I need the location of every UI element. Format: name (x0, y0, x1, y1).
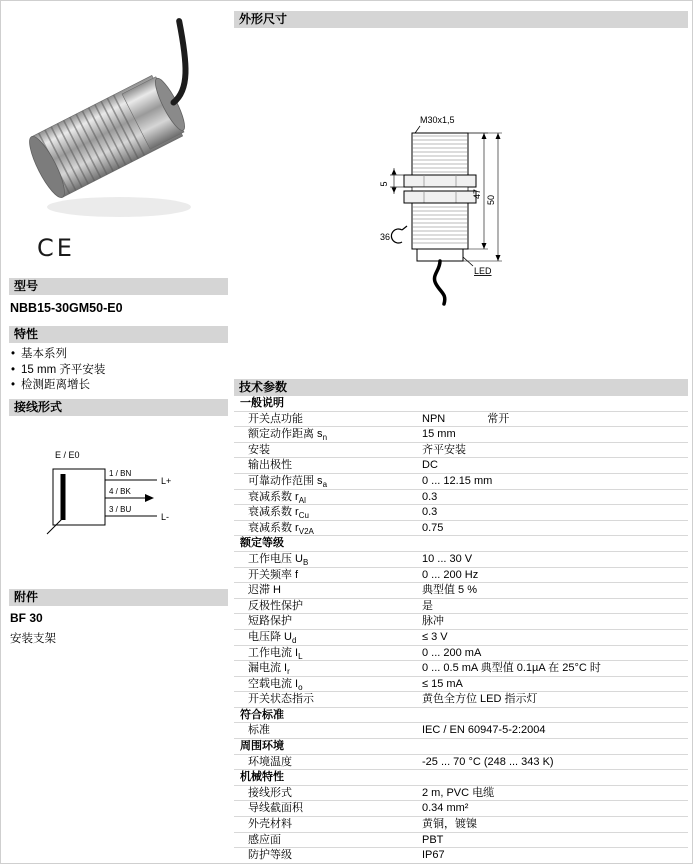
spec-value: IEC / EN 60947-5-2:2004 (422, 724, 546, 737)
spec-label-subscript: V2A (298, 526, 314, 536)
spec-label: 导线截面积 (248, 802, 303, 815)
wrench-icon-jaw (402, 226, 407, 230)
spec-row (234, 505, 688, 521)
spec-value-extra: 常开 (487, 412, 510, 425)
spec-value: 0 ... 200 Hz (422, 568, 479, 581)
spec-value: 0.3 (422, 506, 438, 519)
spec-value: 典型值 5 % (422, 584, 478, 597)
spec-section-title: 一般说明 (234, 396, 688, 412)
led-leader-line (463, 257, 473, 266)
spec-table-body (234, 396, 688, 864)
spec-row (234, 786, 688, 802)
spec-label: 工作电流 $I_L$ (248, 646, 303, 661)
spec-value: 脉冲 (422, 615, 444, 628)
spec-row (234, 661, 688, 677)
feature-text: 基本系列 (21, 348, 68, 360)
spec-row (234, 583, 688, 599)
barrel-between-nuts (412, 187, 468, 191)
dim5-label: 5 (379, 181, 389, 187)
spec-row (234, 723, 688, 739)
spec-label-subscript: r (287, 667, 290, 676)
spec-value: 黄铜，镀镍 (422, 818, 477, 831)
terminal-bn-label: 1 / BN (109, 469, 132, 478)
spec-value: 15 mm (422, 428, 456, 441)
spec-row (234, 599, 688, 615)
spec-value: 齐平安装 (422, 443, 466, 456)
led-label: LED (474, 266, 492, 276)
spec-value: 10 ... 30 V (422, 552, 473, 565)
spec-row (234, 443, 688, 459)
section-header-accessories: 附件 (9, 589, 228, 606)
spec-label: 外壳材料 (248, 818, 292, 831)
spec-row (234, 833, 688, 849)
spec-label: 输出极性 (248, 459, 292, 472)
spec-label: 衰减系数 $r_{Al}$ (248, 490, 306, 505)
dim47-arrow-bottom (482, 243, 487, 249)
terminal-bu-label: 3 / BU (109, 505, 132, 514)
spec-row (234, 568, 688, 584)
spec-value: PBT (422, 833, 444, 846)
dim50-label: 50 (486, 194, 496, 206)
spec-value: 0 ... 200 mA (422, 646, 482, 659)
spec-row (234, 646, 688, 662)
feature-text: 15 mm 齐平安装 (21, 363, 106, 376)
spec-row (234, 412, 688, 428)
spec-row (234, 630, 688, 646)
l-plus-label: L+ (161, 476, 172, 486)
spec-label: 反极性保护 (248, 599, 303, 612)
spec-label-subscript: Al (298, 495, 306, 505)
barrel-lower (412, 203, 468, 249)
spec-label: 工作电压 $U_B$ (248, 552, 309, 567)
spec-value: 2 m, PVC 电缆 (422, 786, 495, 799)
feature-text: 检测距离增长 (21, 379, 91, 391)
spec-value: NPN 常开 (422, 412, 510, 425)
spec-section-title: 符合标准 (234, 708, 688, 724)
spec-row (234, 427, 688, 443)
spec-label: 漏电流 $I_r$ (248, 662, 290, 676)
feature-item (11, 347, 227, 363)
terminal-bk-label: 4 / BK (109, 487, 131, 496)
spec-label-subscript: d (292, 636, 297, 645)
dimension-drawing (234, 28, 688, 378)
spec-row (234, 801, 688, 817)
spec-label: 电压降 $U_d$ (248, 630, 297, 645)
dim50-arrow-top (496, 133, 501, 139)
features-list (11, 347, 227, 394)
spec-row (234, 848, 688, 864)
wiring-variant-label: E / E0 (55, 450, 80, 460)
spec-row (234, 614, 688, 630)
end-cap (417, 249, 463, 261)
spec-label-subscript: a (322, 480, 328, 489)
dim5-arrow (392, 188, 397, 194)
spec-section-title: 机械特性 (234, 770, 688, 786)
spec-row (234, 677, 688, 693)
spec-value: ≤ 3 V (422, 630, 448, 643)
spec-label: 开关点功能 (248, 412, 303, 425)
dim36-label: 36 (380, 232, 391, 242)
photo-shadow (47, 197, 191, 217)
hex-nut-upper (404, 175, 476, 187)
bullet-icon (11, 347, 21, 363)
dim47-label: 47 (472, 188, 482, 200)
spec-label-subscript: n (322, 433, 328, 442)
spec-label: 迟滞 H (248, 584, 281, 597)
product-photo (9, 9, 228, 234)
spec-label: 空载电流 $I_o$ (248, 677, 303, 692)
spec-section-title: 周围环境 (234, 739, 688, 755)
spec-label: 感应面 (248, 833, 281, 846)
spec-value: 是 (422, 599, 433, 612)
spec-value: IP67 (422, 849, 445, 862)
section-header-features: 特性 (9, 326, 228, 343)
spec-row (234, 458, 688, 474)
l-minus-label: L- (161, 512, 170, 522)
spec-label: 环境温度 (248, 755, 292, 768)
bullet-icon (11, 378, 21, 394)
section-header-wiring: 接线形式 (9, 399, 228, 416)
model-number: NBB15-30GM50-E0 (10, 301, 123, 315)
section-header-model: 型号 (9, 278, 228, 295)
spec-label-subscript: o (298, 682, 303, 692)
sensor-photo-illustration (9, 9, 228, 234)
spec-value: DC (422, 459, 438, 472)
spec-value: 0.75 (422, 521, 444, 534)
spec-value: -25 ... 70 °C (248 ... 343 K) (422, 755, 554, 768)
spec-row (234, 552, 688, 568)
dim50-arrow-bottom (496, 255, 501, 261)
spec-label: 衰减系数 $r_{Cu}$ (248, 506, 309, 520)
section-header-dimensions: 外形尺寸 (234, 11, 688, 28)
dim47-arrow-top (482, 133, 487, 139)
dim5-arrow (392, 169, 397, 175)
spec-value: 0.34 mm² (422, 802, 469, 815)
spec-label-subscript: L (298, 651, 303, 661)
wiring-diagram-svg (9, 444, 221, 579)
hex-nut-lower (404, 191, 476, 203)
spec-value: 0 ... 0.5 mA 典型值 0.1µA 在 25°C 时 (422, 662, 601, 675)
spec-row (234, 490, 688, 506)
sensor-body-group (9, 21, 226, 201)
output-arrow-icon (145, 494, 154, 502)
accessory-description: 安装支架 (10, 633, 56, 645)
spec-row (234, 474, 688, 490)
dimension-drawing-svg (234, 28, 688, 378)
bullet-icon (11, 363, 21, 379)
spec-label: 额定动作距离 $s_n$ (248, 428, 328, 442)
spec-row (234, 521, 688, 537)
feature-item (11, 363, 227, 379)
spec-label: 可靠动作范围 $s_a$ (248, 474, 328, 489)
spec-label: 开关频率 f (248, 568, 299, 581)
spec-label: 短路保护 (248, 615, 292, 628)
spec-value: 黄色全方位 LED 指示灯 (422, 693, 538, 706)
barrel-upper (412, 133, 468, 175)
spec-label: 标准 (248, 724, 270, 737)
spec-label: 防护等级 (248, 849, 292, 862)
spec-label-subscript: Cu (298, 511, 309, 520)
accessory-name: BF 30 (10, 611, 43, 625)
spec-label-subscript: B (303, 558, 309, 567)
wrench-icon (391, 229, 402, 243)
spec-value: ≤ 15 mA (422, 677, 463, 690)
cable (434, 261, 444, 304)
ce-mark: CE (37, 234, 75, 262)
spec-value: 0.3 (422, 490, 438, 503)
spec-label: 衰减系数 $r_{V2A}$ (248, 521, 314, 536)
spec-label: 安装 (248, 443, 270, 456)
section-header-specs: 技术参数 (234, 379, 688, 396)
spec-value: 0 ... 12.15 mm (422, 474, 493, 487)
feature-item (11, 378, 227, 394)
spec-row (234, 817, 688, 833)
spec-label: 开关状态指示 (248, 693, 314, 706)
wiring-diagram (9, 444, 221, 579)
spec-section-title: 额定等级 (234, 536, 688, 552)
thread-size-label: M30x1,5 (420, 115, 455, 125)
spec-row (234, 692, 688, 708)
spec-label: 接线形式 (248, 786, 292, 799)
spec-row (234, 755, 688, 771)
